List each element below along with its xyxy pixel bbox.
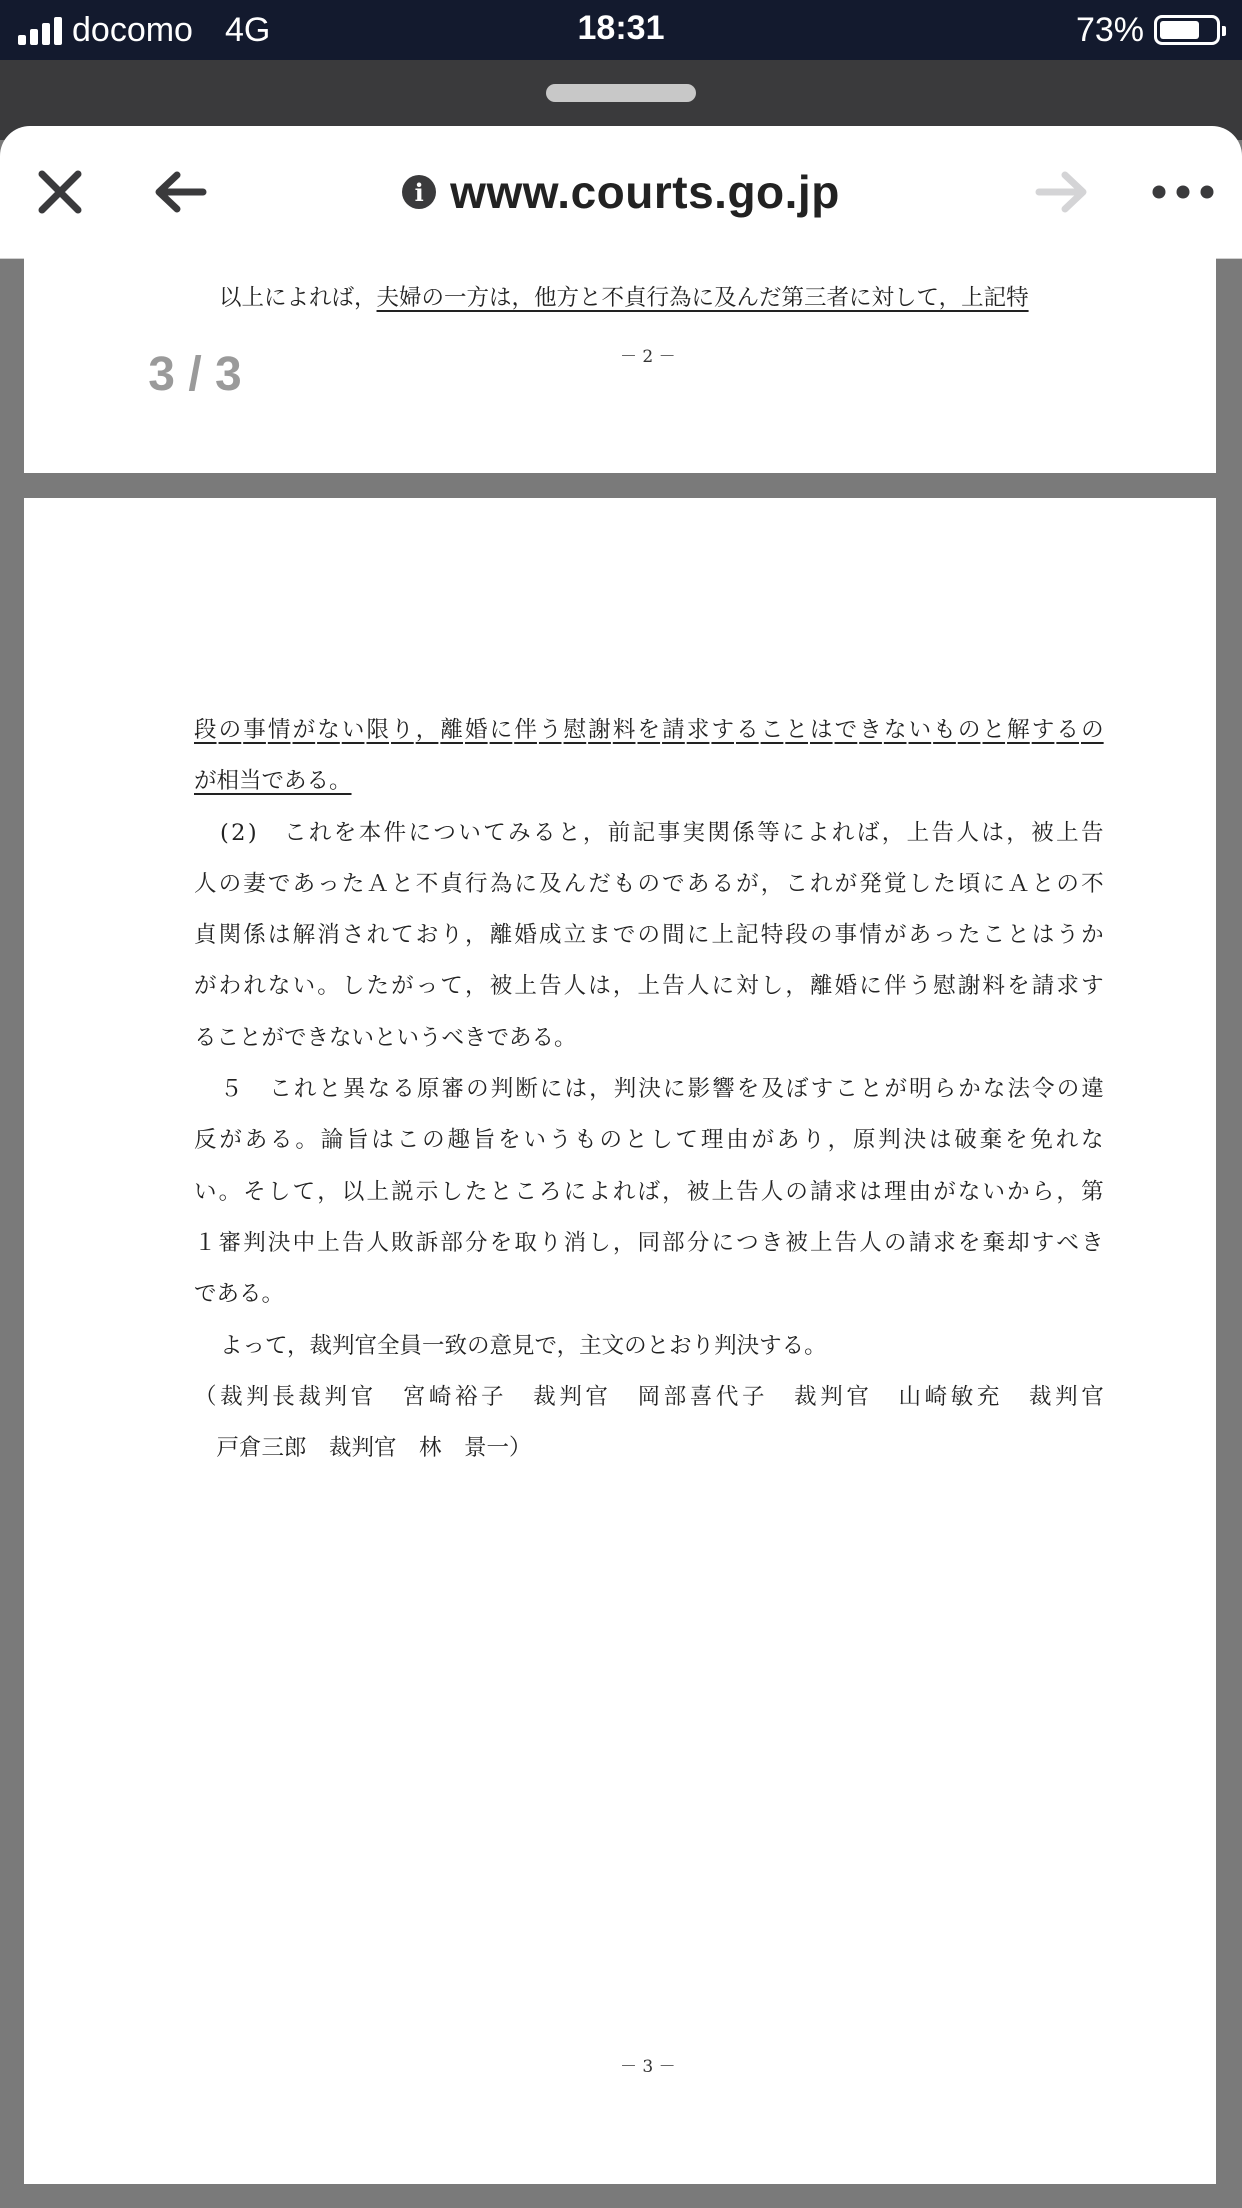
prev-line-plain: 以上によれば， (219, 285, 377, 311)
text-line-content: 段 の 事 情 が な い 限 り ， 離 婚 に 伴 う 慰 謝 料 を 請 求 す る こ と は で き な い も の と 解 す る の (194, 717, 1104, 743)
text-line (194, 705, 1104, 756)
page-counter: 3 / 3 (110, 330, 280, 418)
info-icon[interactable]: i (402, 175, 436, 209)
page-number-2: － 2 － (620, 347, 676, 367)
text-line-content: が わ れ な い 。 し た が っ て ， 被 上 告 人 は ， 上 告 人 に 対 し ， 離 婚 に 伴 う 慰 謝 料 を 請 求 す (194, 973, 1104, 1000)
battery-icon (1154, 15, 1220, 45)
indent-space (194, 808, 220, 859)
text-line (194, 1321, 1104, 1372)
forward-button[interactable] (1030, 126, 1094, 258)
pdf-page-3 (24, 498, 1216, 2184)
text-line (194, 756, 1104, 807)
indent-space (194, 1064, 220, 1115)
sheet-grabber[interactable] (546, 84, 696, 102)
carrier-name: docomo (72, 10, 193, 49)
status-time: 18:31 (577, 9, 665, 47)
text-line (194, 1013, 1104, 1064)
indent-space (194, 1321, 220, 1372)
network-type: 4G (224, 10, 271, 49)
text-line (194, 1218, 1104, 1269)
text-line-content: い 。 そ し て ， 以 上 説 示 し た と こ ろ に よ れ ば ， 被 上 告 人 の 請 求 は 理 由 が な い か ら ， 第 (194, 1178, 1104, 1205)
text-line (194, 859, 1104, 910)
text-line-content: 反 が あ る 。 論 旨 は こ の 趣 旨 を い う も の と し て 理 由 が あ り ， 原 判 決 は 破 棄 を 免 れ な (194, 1127, 1104, 1154)
text-line-content: ５ こ れ と 異 な る 原 審 の 判 断 に は ， 判 決 に 影 響 を 及 ぼ す こ と が 明 ら か な 法 令 の 違 (220, 1076, 1104, 1103)
text-line (194, 1372, 1104, 1423)
more-icon (1151, 184, 1215, 200)
battery-percentage: 73% (1075, 10, 1144, 49)
browser-toolbar (0, 126, 1242, 259)
more-button[interactable] (1148, 126, 1218, 258)
text-line-content: （ 裁 判 長 裁 判 官 宮 崎 裕 子 裁 判 官 岡 部 喜 代 子 裁 判 官 山 崎 敏 充 裁 判 官 (194, 1383, 1104, 1410)
text-line (194, 1269, 1104, 1320)
text-line-content: が相当である。 (194, 768, 352, 795)
text-line-content: 人 の 妻 で あ っ た Ａ と 不 貞 行 為 に 及 ん だ も の で あ る が ， こ れ が 発 覚 し た 頃 に Ａ と の 不 (194, 870, 1104, 897)
text-line-content: ることができないというべきである。 (194, 1024, 577, 1051)
prev-page-last-line (219, 280, 1029, 312)
text-line (194, 808, 1104, 859)
text-line-content: 戸倉三郎 裁判官 林 景一） (194, 1435, 532, 1462)
url-text: www.courts.go.jp (450, 166, 840, 218)
text-line (194, 910, 1104, 961)
page-body-text (194, 705, 1104, 1474)
text-line-content: よって，裁判官全員一致の意見で，主文のとおり判決する。 (220, 1332, 827, 1359)
text-line (194, 1115, 1104, 1166)
prev-line-underlined: 夫婦の一方は，他方と不貞行為に及んだ第三者に対して，上記特 (376, 285, 1029, 311)
text-line (194, 1167, 1104, 1218)
text-line (194, 1064, 1104, 1115)
text-line-content: 貞 関 係 は 解 消 さ れ て お り ， 離 婚 成 立 ま で の 間 に 上 記 特 段 の 事 情 が あ っ た こ と は う か (194, 922, 1104, 949)
text-line (194, 1423, 1104, 1474)
text-line-content: １ 審 判 決 中 上 告 人 敗 訴 部 分 を 取 り 消 し ， 同 部 分 に つ き 被 上 告 人 の 請 求 を 棄 却 す べ き (194, 1229, 1104, 1256)
text-line-content: である。 (194, 1281, 285, 1308)
page-number-3: － 3 － (620, 2057, 676, 2077)
status-bar (0, 0, 1242, 60)
forward-arrow-icon (1035, 170, 1089, 214)
text-line-content: ( 2 ) こ れ を 本 件 に つ い て み る と ， 前 記 事 実 関 係 等 に よ れ ば ， 上 告 人 は ， 被 上 告 (220, 819, 1104, 846)
text-line (194, 961, 1104, 1012)
